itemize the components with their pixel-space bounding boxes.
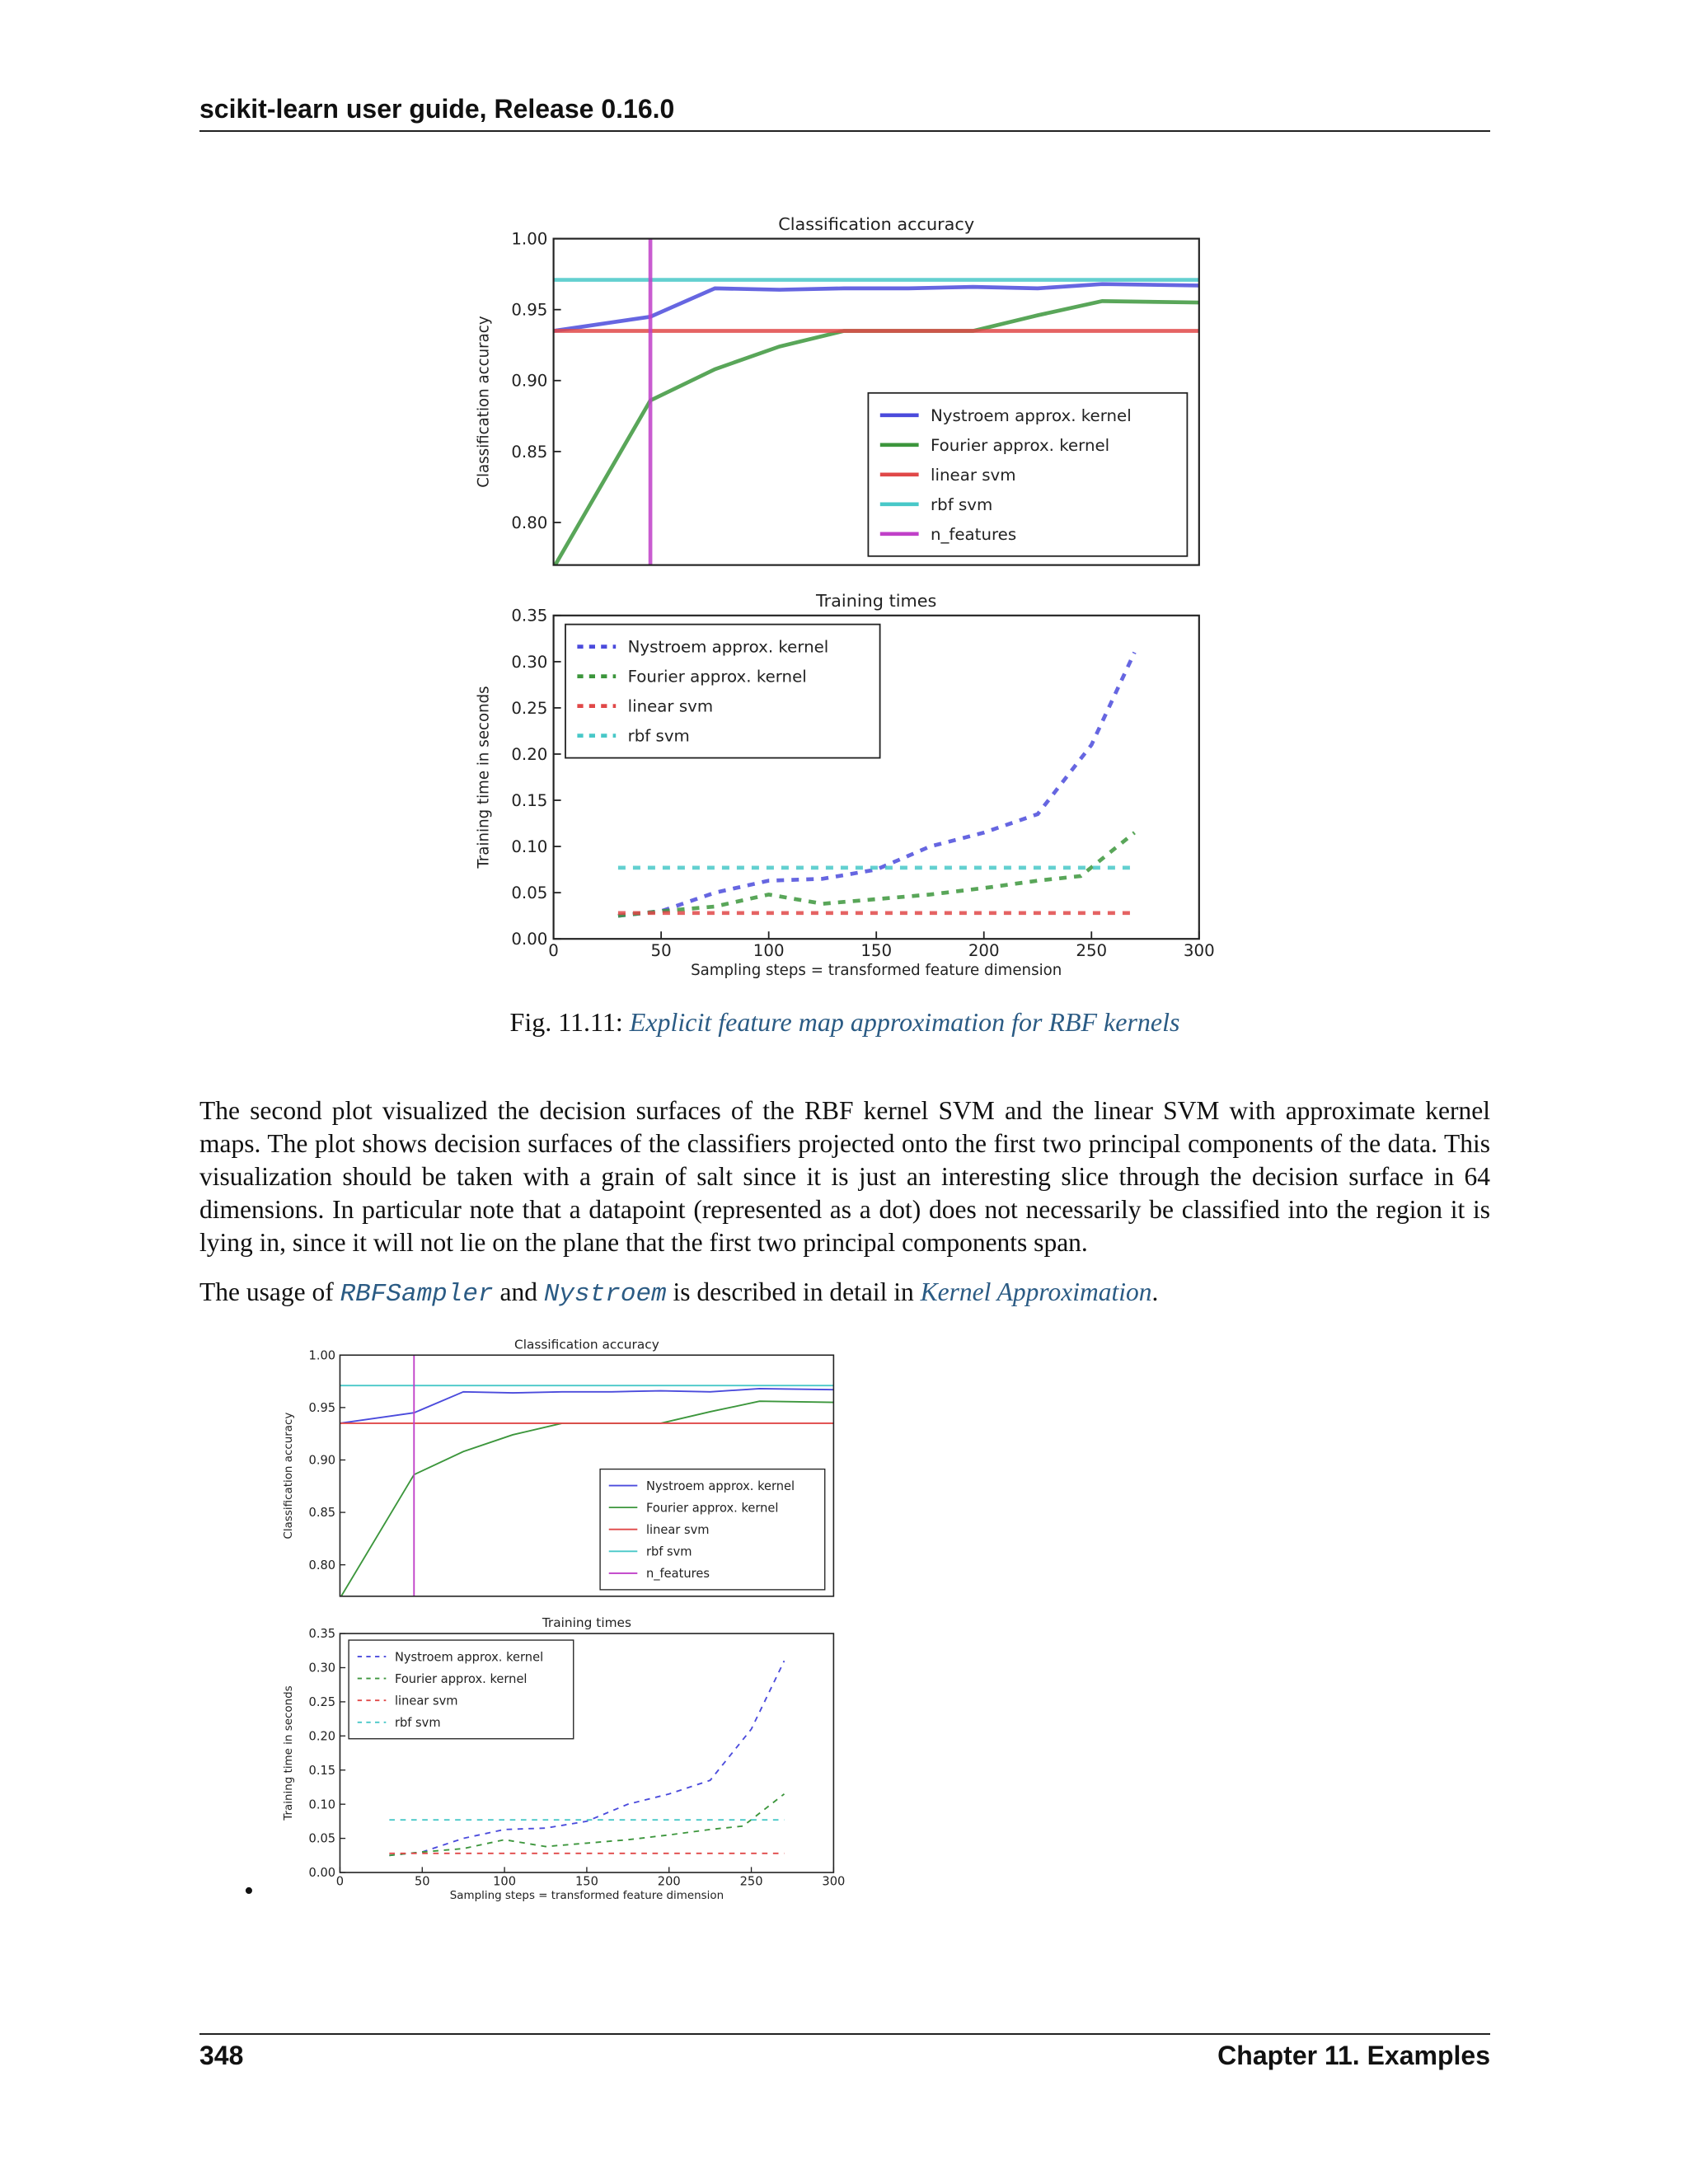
body-paragraph-decision-surfaces: The second plot visualized the decision surfaces of the RBF kernel SVM and the linear SVM with approximate kernel maps. The plot shows decision surfaces of the classifiers projected onto the first two principal components of the data. This visualization should be taken with a grain of salt since it is just an interesting slice through the decision surface in 64 dimensions. In particular note that a datapoint (represented as a dot) does not necessarily be classified into the region it is lying in, since it will not lie on the plane that the first two principal components span. bbox=[199, 1096, 1490, 1257]
y-tick-label: 0.05 bbox=[511, 883, 548, 903]
x-axis-label: Sampling steps = transformed feature dimension bbox=[691, 961, 1062, 979]
chart-title: Classification accuracy bbox=[514, 1337, 659, 1352]
x-tick-label: 300 bbox=[822, 1874, 846, 1889]
y-tick-label: 0.15 bbox=[511, 790, 548, 810]
legend-entry: Nystroem approx. kernel bbox=[645, 1479, 795, 1493]
legend-entry: rbf svm bbox=[627, 726, 690, 746]
x-tick-label: 50 bbox=[650, 940, 672, 960]
y-tick-label: 1.00 bbox=[308, 1348, 336, 1363]
x-tick-label: 250 bbox=[739, 1874, 763, 1889]
x-tick-label: 300 bbox=[1183, 940, 1215, 960]
y-axis-label: Training time in seconds bbox=[475, 686, 493, 869]
legend-entry: linear svm bbox=[931, 465, 1016, 485]
y-tick-label: 0.10 bbox=[308, 1797, 336, 1812]
nystroem-link[interactable]: Nystroem bbox=[543, 1280, 667, 1309]
figure-explicit-feature-map bbox=[462, 206, 1220, 979]
legend-entry: Fourier approx. kernel bbox=[627, 667, 807, 687]
page-number: 348 bbox=[199, 2041, 244, 2070]
usage-middle: is described in detail in bbox=[673, 1277, 914, 1306]
page-footer bbox=[199, 2041, 1490, 2077]
y-tick-label: 0.20 bbox=[308, 1729, 336, 1744]
legend-entry: Nystroem approx. kernel bbox=[627, 637, 829, 657]
legend-entry: linear svm bbox=[627, 696, 714, 716]
legend-entry: Fourier approx. kernel bbox=[645, 1501, 779, 1516]
series-fourier-approx-kernel bbox=[389, 1794, 784, 1856]
chapter-title: Chapter 11. Examples bbox=[1217, 2041, 1490, 2070]
y-tick-label: 0.30 bbox=[511, 652, 548, 672]
y-axis-label: Classification accuracy bbox=[282, 1412, 295, 1540]
x-tick-label: 150 bbox=[860, 940, 893, 960]
legend-entry: linear svm bbox=[645, 1522, 710, 1537]
chart-title: Training times bbox=[816, 591, 937, 611]
figure-caption bbox=[199, 1005, 1490, 1038]
body-paragraph-usage bbox=[199, 1276, 1490, 1311]
running-header: scikit-learn user guide, Release 0.16.0 bbox=[199, 94, 675, 124]
y-axis-label: Training time in seconds bbox=[282, 1685, 295, 1821]
header-rule bbox=[199, 130, 1490, 132]
legend bbox=[349, 1640, 574, 1739]
y-tick-label: 0.10 bbox=[511, 837, 548, 857]
legend bbox=[565, 625, 880, 758]
legend-entry: n_features bbox=[931, 524, 1017, 544]
x-tick-label: 200 bbox=[657, 1874, 681, 1889]
y-tick-label: 0.25 bbox=[308, 1695, 336, 1710]
y-tick-label: 0.20 bbox=[511, 744, 548, 764]
x-tick-label: 100 bbox=[493, 1874, 517, 1889]
legend-entry: rbf svm bbox=[394, 1716, 441, 1731]
y-tick-label: 1.00 bbox=[511, 229, 548, 249]
y-tick-label: 0.15 bbox=[308, 1763, 336, 1778]
chart-svg bbox=[462, 206, 1220, 979]
legend-entry: Nystroem approx. kernel bbox=[394, 1650, 544, 1665]
y-tick-label: 0.95 bbox=[308, 1400, 336, 1415]
x-tick-label: 100 bbox=[753, 940, 785, 960]
y-tick-label: 0.95 bbox=[511, 300, 548, 320]
x-axis-label: Sampling steps = transformed feature dimension bbox=[449, 1890, 724, 1903]
legend-entry: linear svm bbox=[394, 1694, 458, 1708]
x-tick-label: 50 bbox=[414, 1874, 430, 1889]
rbfsampler-link[interactable]: RBFSampler bbox=[340, 1280, 494, 1309]
y-tick-label: 0.80 bbox=[511, 513, 548, 532]
legend-entry: rbf svm bbox=[645, 1544, 692, 1559]
y-tick-label: 0.05 bbox=[308, 1831, 336, 1846]
legend bbox=[600, 1469, 825, 1590]
figure-caption-link[interactable]: Explicit feature map approximation for RBF kernels bbox=[629, 1007, 1180, 1037]
usage-prefix: The usage of bbox=[199, 1277, 334, 1306]
chart-title: Training times bbox=[542, 1615, 632, 1631]
kernel-approximation-link[interactable]: Kernel Approximation bbox=[920, 1277, 1152, 1306]
y-tick-label: 0.90 bbox=[511, 371, 548, 391]
x-tick-label: 250 bbox=[1076, 940, 1108, 960]
chart-title: Classification accuracy bbox=[778, 213, 975, 234]
legend-entry: Fourier approx. kernel bbox=[394, 1671, 528, 1686]
legend bbox=[868, 393, 1187, 556]
legend-entry: Fourier approx. kernel bbox=[931, 435, 1110, 455]
y-tick-label: 0.85 bbox=[511, 442, 548, 462]
y-tick-label: 0.35 bbox=[308, 1627, 336, 1642]
y-tick-label: 0.30 bbox=[308, 1661, 336, 1675]
figure-thumbnail[interactable] bbox=[272, 1331, 849, 1903]
y-tick-label: 0.35 bbox=[511, 606, 548, 626]
series-fourier-approx-kernel bbox=[618, 832, 1135, 916]
figure-label: Fig. 11.11: bbox=[509, 1007, 623, 1037]
y-tick-label: 0.25 bbox=[511, 698, 548, 718]
y-axis-label: Classification accuracy bbox=[475, 316, 493, 488]
x-tick-label: 150 bbox=[574, 1874, 598, 1889]
usage-and: and bbox=[499, 1277, 537, 1306]
usage-suffix: . bbox=[1151, 1277, 1159, 1306]
x-tick-label: 200 bbox=[968, 940, 1000, 960]
list-bullet: • bbox=[244, 1876, 254, 1906]
chart-svg bbox=[272, 1331, 849, 1903]
y-tick-label: 0.90 bbox=[308, 1453, 336, 1468]
y-tick-label: 0.00 bbox=[511, 930, 548, 949]
x-tick-label: 0 bbox=[548, 940, 559, 960]
x-tick-label: 0 bbox=[335, 1874, 345, 1889]
legend-entry: Nystroem approx. kernel bbox=[931, 405, 1132, 425]
legend-entry: n_features bbox=[645, 1567, 710, 1582]
footer-rule bbox=[199, 2033, 1490, 2035]
y-tick-label: 0.80 bbox=[308, 1558, 336, 1572]
y-tick-label: 0.85 bbox=[308, 1506, 336, 1521]
y-tick-label: 0.00 bbox=[308, 1866, 336, 1881]
legend-entry: rbf svm bbox=[931, 494, 993, 514]
